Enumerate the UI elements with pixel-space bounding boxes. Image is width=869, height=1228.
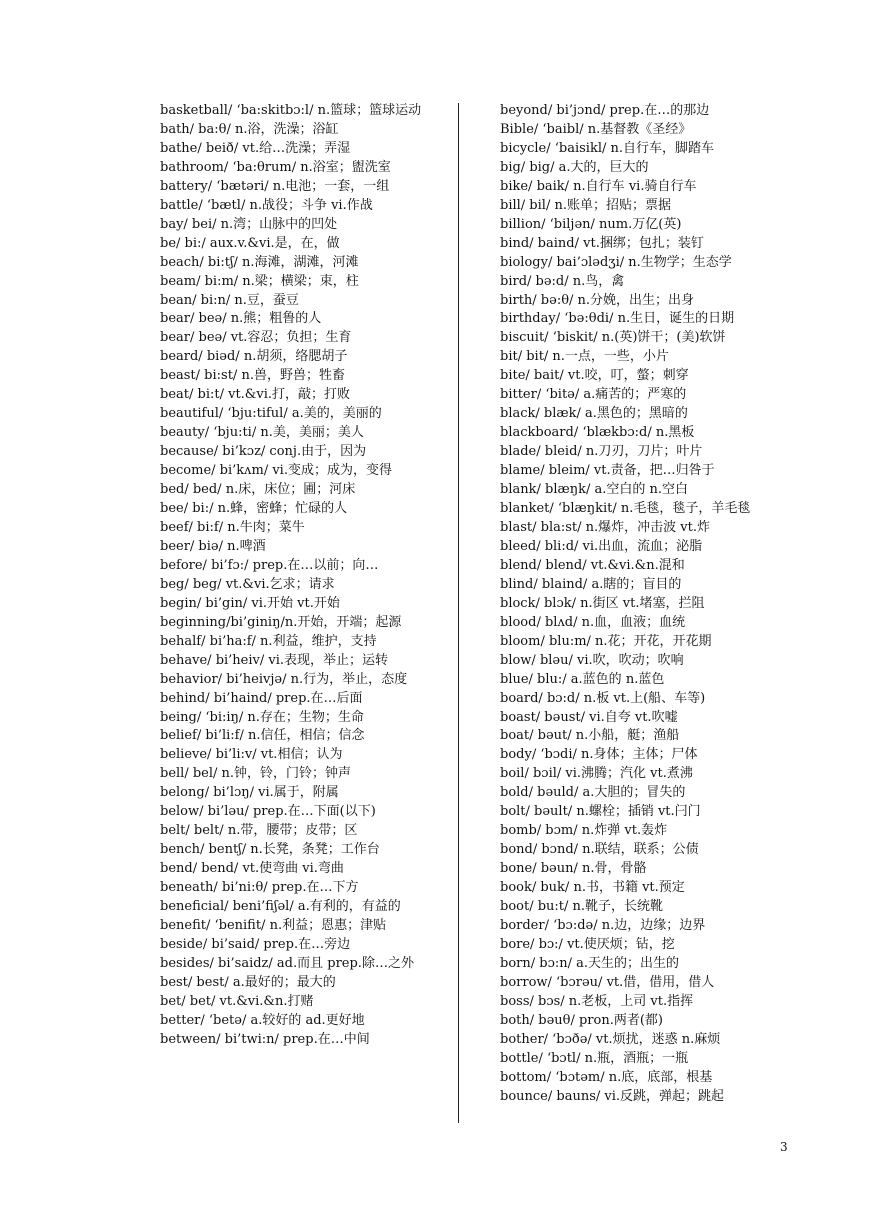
entry-bible: Bible/ ‘baibl/ n.基督教《圣经》 [500,121,692,137]
entry-beneath: beneath/ bi’ni:θ/ prep.在…下方 [160,880,359,896]
entry-boast: boast/ bəust/ vi.自夸 vt.吹嘘 [500,709,678,725]
entry-bird: bird/ bə:d/ n.鸟，禽 [500,273,625,289]
entry-bit: bit/ bit/ n.一点，一些，小片 [500,349,669,365]
entry-bicycle: bicycle/ ‘baisikl/ n.自行车，脚踏车 [500,140,714,156]
entry-billion: billion/ ‘biljən/ num.万亿(英) [500,216,682,232]
entry-believe: believe/ bi’li:v/ vt.相信；认为 [160,747,343,763]
entry-blow: blow/ bləu/ vi.吹，吹动；吹响 [500,652,684,668]
entry-black: black/ blæk/ a.黑色的；黑暗的 [500,406,688,422]
entry-blast: blast/ bla:st/ n.爆炸，冲击波 vt.炸 [500,519,710,535]
entry-become: become/ bi’kʌm/ vi.变成；成为，变得 [160,463,392,479]
entry-bottom: bottom/ ‘bɔtəm/ n.底，底部，根基 [500,1069,713,1085]
entry-blame: blame/ bleim/ vt.责备，把…归咎于 [500,463,715,479]
entry-bolt: bolt/ bəult/ n.螺栓；插销 vt.闩门 [500,804,701,820]
entry-blade: blade/ bleid/ n.刀刃，刀片；叶片 [500,444,703,460]
entry-benefit: benefit/ ‘benifit/ n.利益；恩惠；津贴 [160,917,387,933]
entry-bear-verb: bear/ beə/ vt.容忍；负担；生育 [160,330,352,346]
entry-beat: beat/ bi:t/ vt.&vi.打，敲；打败 [160,387,351,403]
entry-beyond: beyond/ bi’jɔnd/ prep.在…的那边 [500,103,710,118]
entry-beg: beg/ beg/ vt.&vi.乞求；请求 [160,576,335,592]
entry-bench: bench/ bentʃ/ n.长凳，条凳；工作台 [160,842,380,858]
entry-border: border/ ‘bɔ:də/ n.边，边缘；边界 [500,917,706,933]
entry-bear-noun: bear/ beə/ n.熊；粗鲁的人 [160,311,322,327]
entry-behave: behave/ bi’heiv/ vi.表现，举止；运转 [160,652,389,668]
entry-bond: bond/ bɔnd/ n.联结，联系；公债 [500,842,699,858]
entry-bold: bold/ bəuld/ a.大胆的；冒失的 [500,785,686,801]
entry-bath: bath/ ba:θ/ n.浴，洗澡；浴缸 [160,121,339,137]
entry-bloom: bloom/ blu:m/ n.花；开花，开花期 [500,633,712,649]
entry-because: because/ bi’kɔz/ conj.由于，因为 [160,444,367,460]
entry-bomb: bomb/ bɔm/ n.炸弹 vt.轰炸 [500,823,668,839]
entry-below: below/ bi’ləu/ prep.在…下面(以下) [160,804,376,820]
entry-biscuit: biscuit/ ‘biskit/ n.(英)饼干；(美)软饼 [500,330,726,346]
page-number: 3 [780,1140,788,1154]
entry-blue: blue/ blu:/ a.蓝色的 n.蓝色 [500,671,665,687]
entry-birthday: birthday/ ‘bə:θdi/ n.生日，诞生的日期 [500,311,735,327]
entry-biology: biology/ bai’ɔlədʒi/ n.生物学；生态学 [500,254,732,270]
entry-blind: blind/ blaind/ a.瞎的；盲目的 [500,576,682,592]
entry-beside: beside/ bi’said/ prep.在…旁边 [160,936,351,952]
entry-beard: beard/ biəd/ n.胡须，络腮胡子 [160,349,348,365]
entry-behind: behind/ bi’haind/ prep.在…后面 [160,690,363,706]
entry-big: big/ big/ a.大的，巨大的 [500,159,649,175]
entry-bathroom: bathroom/ ‘ba:θrum/ n.浴室；盥洗室 [160,159,391,175]
column-divider [458,103,459,1123]
entry-bind: bind/ baind/ vt.捆绑；包扎；装钉 [500,235,704,251]
entry-battery: battery/ ‘bætəri/ n.电池；一套，一组 [160,178,390,194]
entry-bitter: bitter/ ‘bitə/ a.痛苦的；严寒的 [500,387,687,403]
entry-be: be/ bi:/ aux.v.&vi.是，在，做 [160,235,340,251]
entry-begin: begin/ bi’gin/ vi.开始 vt.开始 [160,595,340,611]
entry-bathe: bathe/ beið/ vt.给…洗澡；弄湿 [160,140,351,156]
entry-belt: belt/ belt/ n.带，腰带；皮带；区 [160,823,358,839]
entry-body: body/ ‘bɔdi/ n.身体；主体；尸体 [500,747,698,763]
entry-beam: beam/ bi:m/ n.梁；横梁；束，柱 [160,273,359,289]
entry-boil: boil/ bɔil/ vi.沸腾；汽化 vt.煮沸 [500,766,693,782]
left-column [131,102,449,1050]
entry-battle: battle/ ‘bætl/ n.战役；斗争 vi.作战 [160,197,373,213]
right-column [500,102,800,1107]
entry-boss: boss/ bɔs/ n.老板，上司 vt.指挥 [500,993,694,1009]
entry-bell: bell/ bel/ n.钟，铃，门铃；钟声 [160,766,352,782]
entry-before: before/ bi’fɔ:/ prep.在…以前；向… [160,557,379,573]
entry-bore: bore/ bɔ:/ vt.使厌烦；钻，挖 [500,936,675,952]
entry-blend: blend/ blend/ vt.&vi.&n.混和 [500,557,685,573]
entry-book: book/ buk/ n.书，书籍 vt.预定 [500,880,685,896]
entry-beginning: beginning/bi’giniŋ/n.开始，开端；起源 [160,614,402,630]
entry-besides: besides/ bi’saidz/ ad.而且 prep.除…之外 [160,955,414,971]
entry-born: born/ bɔ:n/ a.天生的；出生的 [500,955,679,971]
entry-bother: bother/ ‘bɔðə/ vt.烦扰，迷惑 n.麻烦 [500,1031,721,1047]
entry-bean: bean/ bi:n/ n.豆，蚕豆 [160,292,299,308]
entry-blank: blank/ blæŋk/ a.空白的 n.空白 [500,482,688,498]
entry-bed: bed/ bed/ n.床，床位；圃；河床 [160,482,356,498]
entry-bay: bay/ bei/ n.湾；山脉中的凹处 [160,216,338,232]
entry-boot: boot/ bu:t/ n.靴子，长统靴 [500,899,664,915]
entry-bike: bike/ baik/ n.自行车 vi.骑自行车 [500,178,697,194]
entry-bounce: bounce/ bauns/ vi.反跳，弹起；跳起 [500,1088,725,1104]
entry-boat: boat/ bəut/ n.小船，艇；渔船 [500,728,680,744]
entry-board: board/ bɔ:d/ n.板 vt.上(船、车等) [500,690,706,706]
entry-basketball: basketball/ ‘ba:skitbɔ:l/ n.篮球；篮球运动 [160,103,422,118]
entry-both: both/ bəuθ/ pron.两者(都) [500,1012,663,1028]
entry-best: best/ best/ a.最好的；最大的 [160,974,336,990]
entry-bone: bone/ bəun/ n.骨，骨骼 [500,861,647,877]
entry-blood: blood/ blʌd/ n.血，血液；血统 [500,614,686,630]
entry-block: block/ blɔk/ n.街区 vt.堵塞，拦阻 [500,595,705,611]
entry-behavior: behavior/ bi’heivjə/ n.行为，举止，态度 [160,671,408,687]
entry-belong: belong/ bi’lɔŋ/ vi.属于，附属 [160,785,339,801]
entry-bet: bet/ bet/ vt.&vi.&n.打赌 [160,993,314,1009]
entry-beautiful: beautiful/ ‘bju:tiful/ a.美的，美丽的 [160,406,382,422]
entry-blackboard: blackboard/ ‘blækbɔ:d/ n.黑板 [500,425,695,441]
entry-bleed: bleed/ bli:d/ vi.出血，流血；泌脂 [500,538,703,554]
entry-borrow: borrow/ ‘bɔrəu/ vt.借，借用，借人 [500,974,715,990]
entry-bill: bill/ bil/ n.账单；招贴；票据 [500,197,671,213]
entry-beer: beer/ biə/ n.啤酒 [160,538,266,554]
entry-beach: beach/ bi:tʃ/ n.海滩，湖滩，河滩 [160,254,359,270]
entry-birth: birth/ bə:θ/ n.分娩，出生；出身 [500,292,695,308]
entry-between: between/ bi’twi:n/ prep.在…中间 [160,1031,370,1047]
entry-belief: belief/ bi’li:f/ n.信任，相信；信念 [160,728,365,744]
entry-bee: bee/ bi:/ n.蜂，密蜂；忙碌的人 [160,501,348,517]
entry-behalf: behalf/ bi’ha:f/ n.利益，维护，支持 [160,633,377,649]
entry-beef: beef/ bi:f/ n.牛肉；菜牛 [160,519,305,535]
entry-being: being/ ‘bi:iŋ/ n.存在；生物；生命 [160,709,364,725]
entry-beneficial: beneficial/ beni’fiʃəl/ a.有利的，有益的 [160,899,401,915]
entry-beauty: beauty/ ‘bju:ti/ n.美，美丽；美人 [160,425,364,441]
entry-beast: beast/ bi:st/ n.兽，野兽；牲畜 [160,368,345,384]
entry-blanket: blanket/ ‘blæŋkit/ n.毛毯，毯子，羊毛毯 [500,501,751,517]
entry-bend: bend/ bend/ vt.使弯曲 vi.弯曲 [160,861,344,877]
entry-bite: bite/ bait/ vt.咬，叮，螫；刺穿 [500,368,689,384]
entry-better: better/ ‘betə/ a.较好的 ad.更好地 [160,1012,365,1028]
entry-bottle: bottle/ ‘bɔtl/ n.瓶，酒瓶；一瓶 [500,1050,689,1066]
